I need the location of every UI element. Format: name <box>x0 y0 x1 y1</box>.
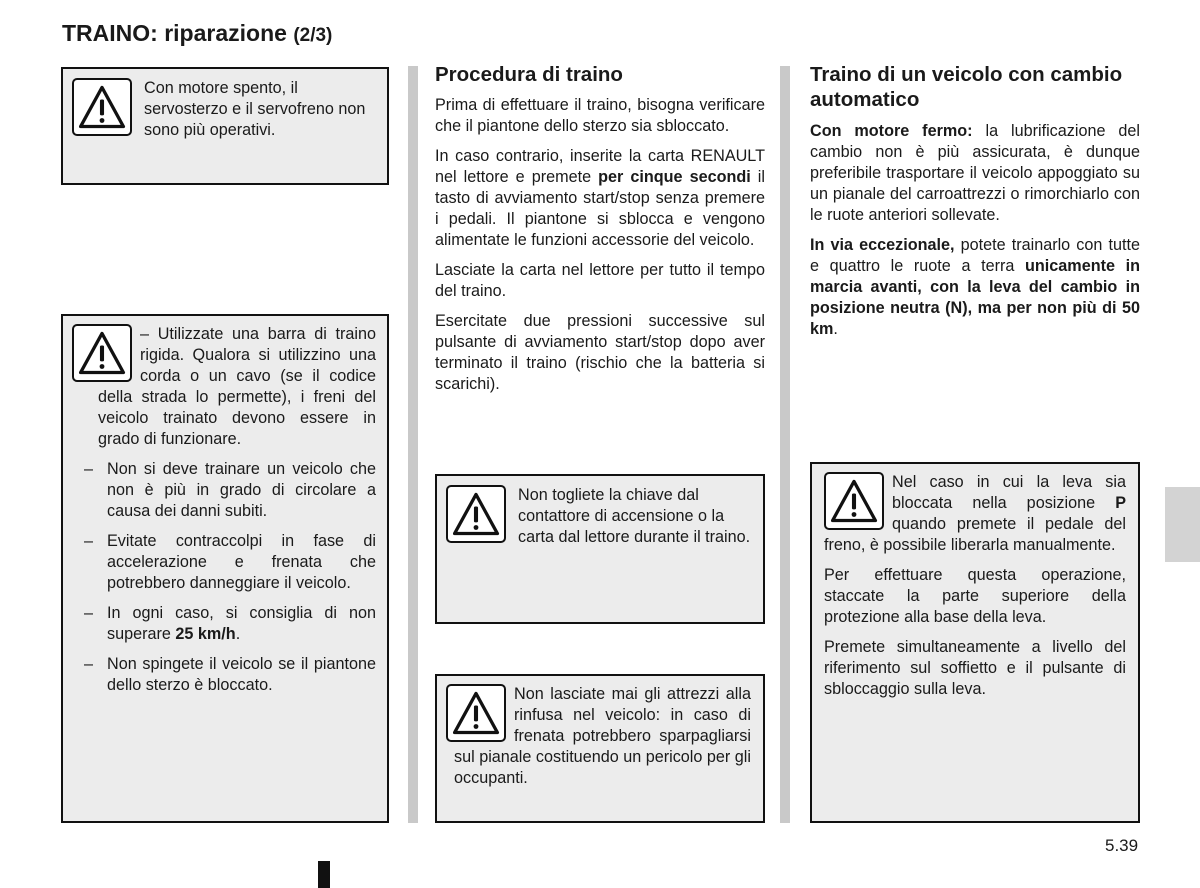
warning-box-tools <box>435 674 765 823</box>
paragraph: In caso contrario, inserite la carta RENAULT nel lettore e premete per cinque secondi il tasto di avviamento start/stop senza premere i pedali. Il piantone si sblocca e vengono alimentate le funzioni accessorie del veicolo. <box>435 147 765 249</box>
section-heading: Procedura di traino <box>435 63 623 86</box>
section-heading: Traino di un veicolo con cambio automatico <box>810 63 1123 111</box>
warning-triangle-icon <box>446 485 506 543</box>
warning-text: Con motore spento, il servosterzo e il servofreno non sono più operativi. <box>144 79 366 139</box>
speed-limit: 25 km/h <box>175 625 236 643</box>
warning-list <box>72 459 376 696</box>
warning-text-block <box>812 464 1138 700</box>
paragraph: In via eccezionale, potete trainarlo con tutte e quattro le ruote a terra unicamente in marcia avanti, con la leva del cambio in posizione neutra (N), ma per non più di 50 km. <box>810 236 1140 338</box>
warning-text: Non lasciate mai gli attrezzi alla rinfusa nel veicolo: in caso di frenata potrebbero sparpagliarsi sul pianale costituendo un pericolo per gli occupanti. <box>454 685 751 787</box>
warning-box-key <box>435 474 765 624</box>
warning-text: Non togliete la chiave dal contattore di accensione o la carta dal lettore durante il traino. <box>518 486 751 546</box>
automatic-gearbox-section <box>810 62 1140 349</box>
page-number: 5.39 <box>1105 836 1139 855</box>
column-divider <box>780 66 790 823</box>
towing-procedure-section <box>435 62 765 404</box>
paragraph: Nel caso in cui la leva sia bloccata nella posizione P quando premete il pedale del freno, è possibile liberarla manualmente. <box>824 473 1126 554</box>
print-mark <box>318 861 330 888</box>
paragraph: Con motore fermo: la lubrificazione del cambio non è più assicurata, è dunque preferibile trasportare il veicolo appoggiato su un pianale del carroattrezzi o rimorchiarlo con le ruote anteriori sollevate. <box>810 122 1141 224</box>
warning-triangle-icon <box>446 684 506 742</box>
list-item: – In ogni caso, si consiglia di non superare 25 km/h. <box>72 603 376 645</box>
warning-text-block <box>437 676 763 789</box>
list-item: – Non spingete il veicolo se il piantone dello sterzo è bloccato. <box>72 654 376 696</box>
warning-box-gear-lever <box>810 462 1140 823</box>
warning-triangle-icon <box>72 324 132 382</box>
chapter-tab-marker <box>1165 487 1200 562</box>
warning-triangle-icon <box>72 78 132 136</box>
page-title: TRAINO: riparazione (2/3) <box>62 20 333 46</box>
paragraph: Premete simultaneamente a livello del riferimento sul soffietto e il pulsante di sbloccaggio sulla leva. <box>824 638 1126 698</box>
paragraph: Prima di effettuare il traino, bisogna verificare che il piantone dello sterzo sia sbloccato. <box>435 96 765 135</box>
warning-triangle-icon <box>824 472 884 530</box>
column-divider <box>408 66 418 823</box>
paragraph: Lasciate la carta nel lettore per tutto il tempo del traino. <box>435 261 765 300</box>
list-item: – Evitate contraccolpi in fase di accelerazione e frenata che potrebbero danneggiare il veicolo. <box>72 531 376 594</box>
paragraph: Per effettuare questa operazione, staccate la parte superiore della protezione alla base della leva. <box>824 566 1126 626</box>
warning-box-power-steering <box>61 67 389 185</box>
list-item: – Non si deve trainare un veicolo che non è più in grado di circolare a causa dei danni subiti. <box>72 459 376 522</box>
warning-text-block <box>63 316 387 696</box>
paragraph: Esercitate due pressioni successive sul pulsante di avviamento start/stop dopo aver terminato il traino (rischio che la batteria si scarichi). <box>435 312 765 393</box>
warning-box-towing <box>61 314 389 823</box>
warning-intro: – Utilizzate una barra di traino rigida. Qualora si utilizzino una corda o un cavo (se il codice della strada lo permette), i freni del veicolo trainato devono essere in grado di funzionare. <box>98 325 376 448</box>
